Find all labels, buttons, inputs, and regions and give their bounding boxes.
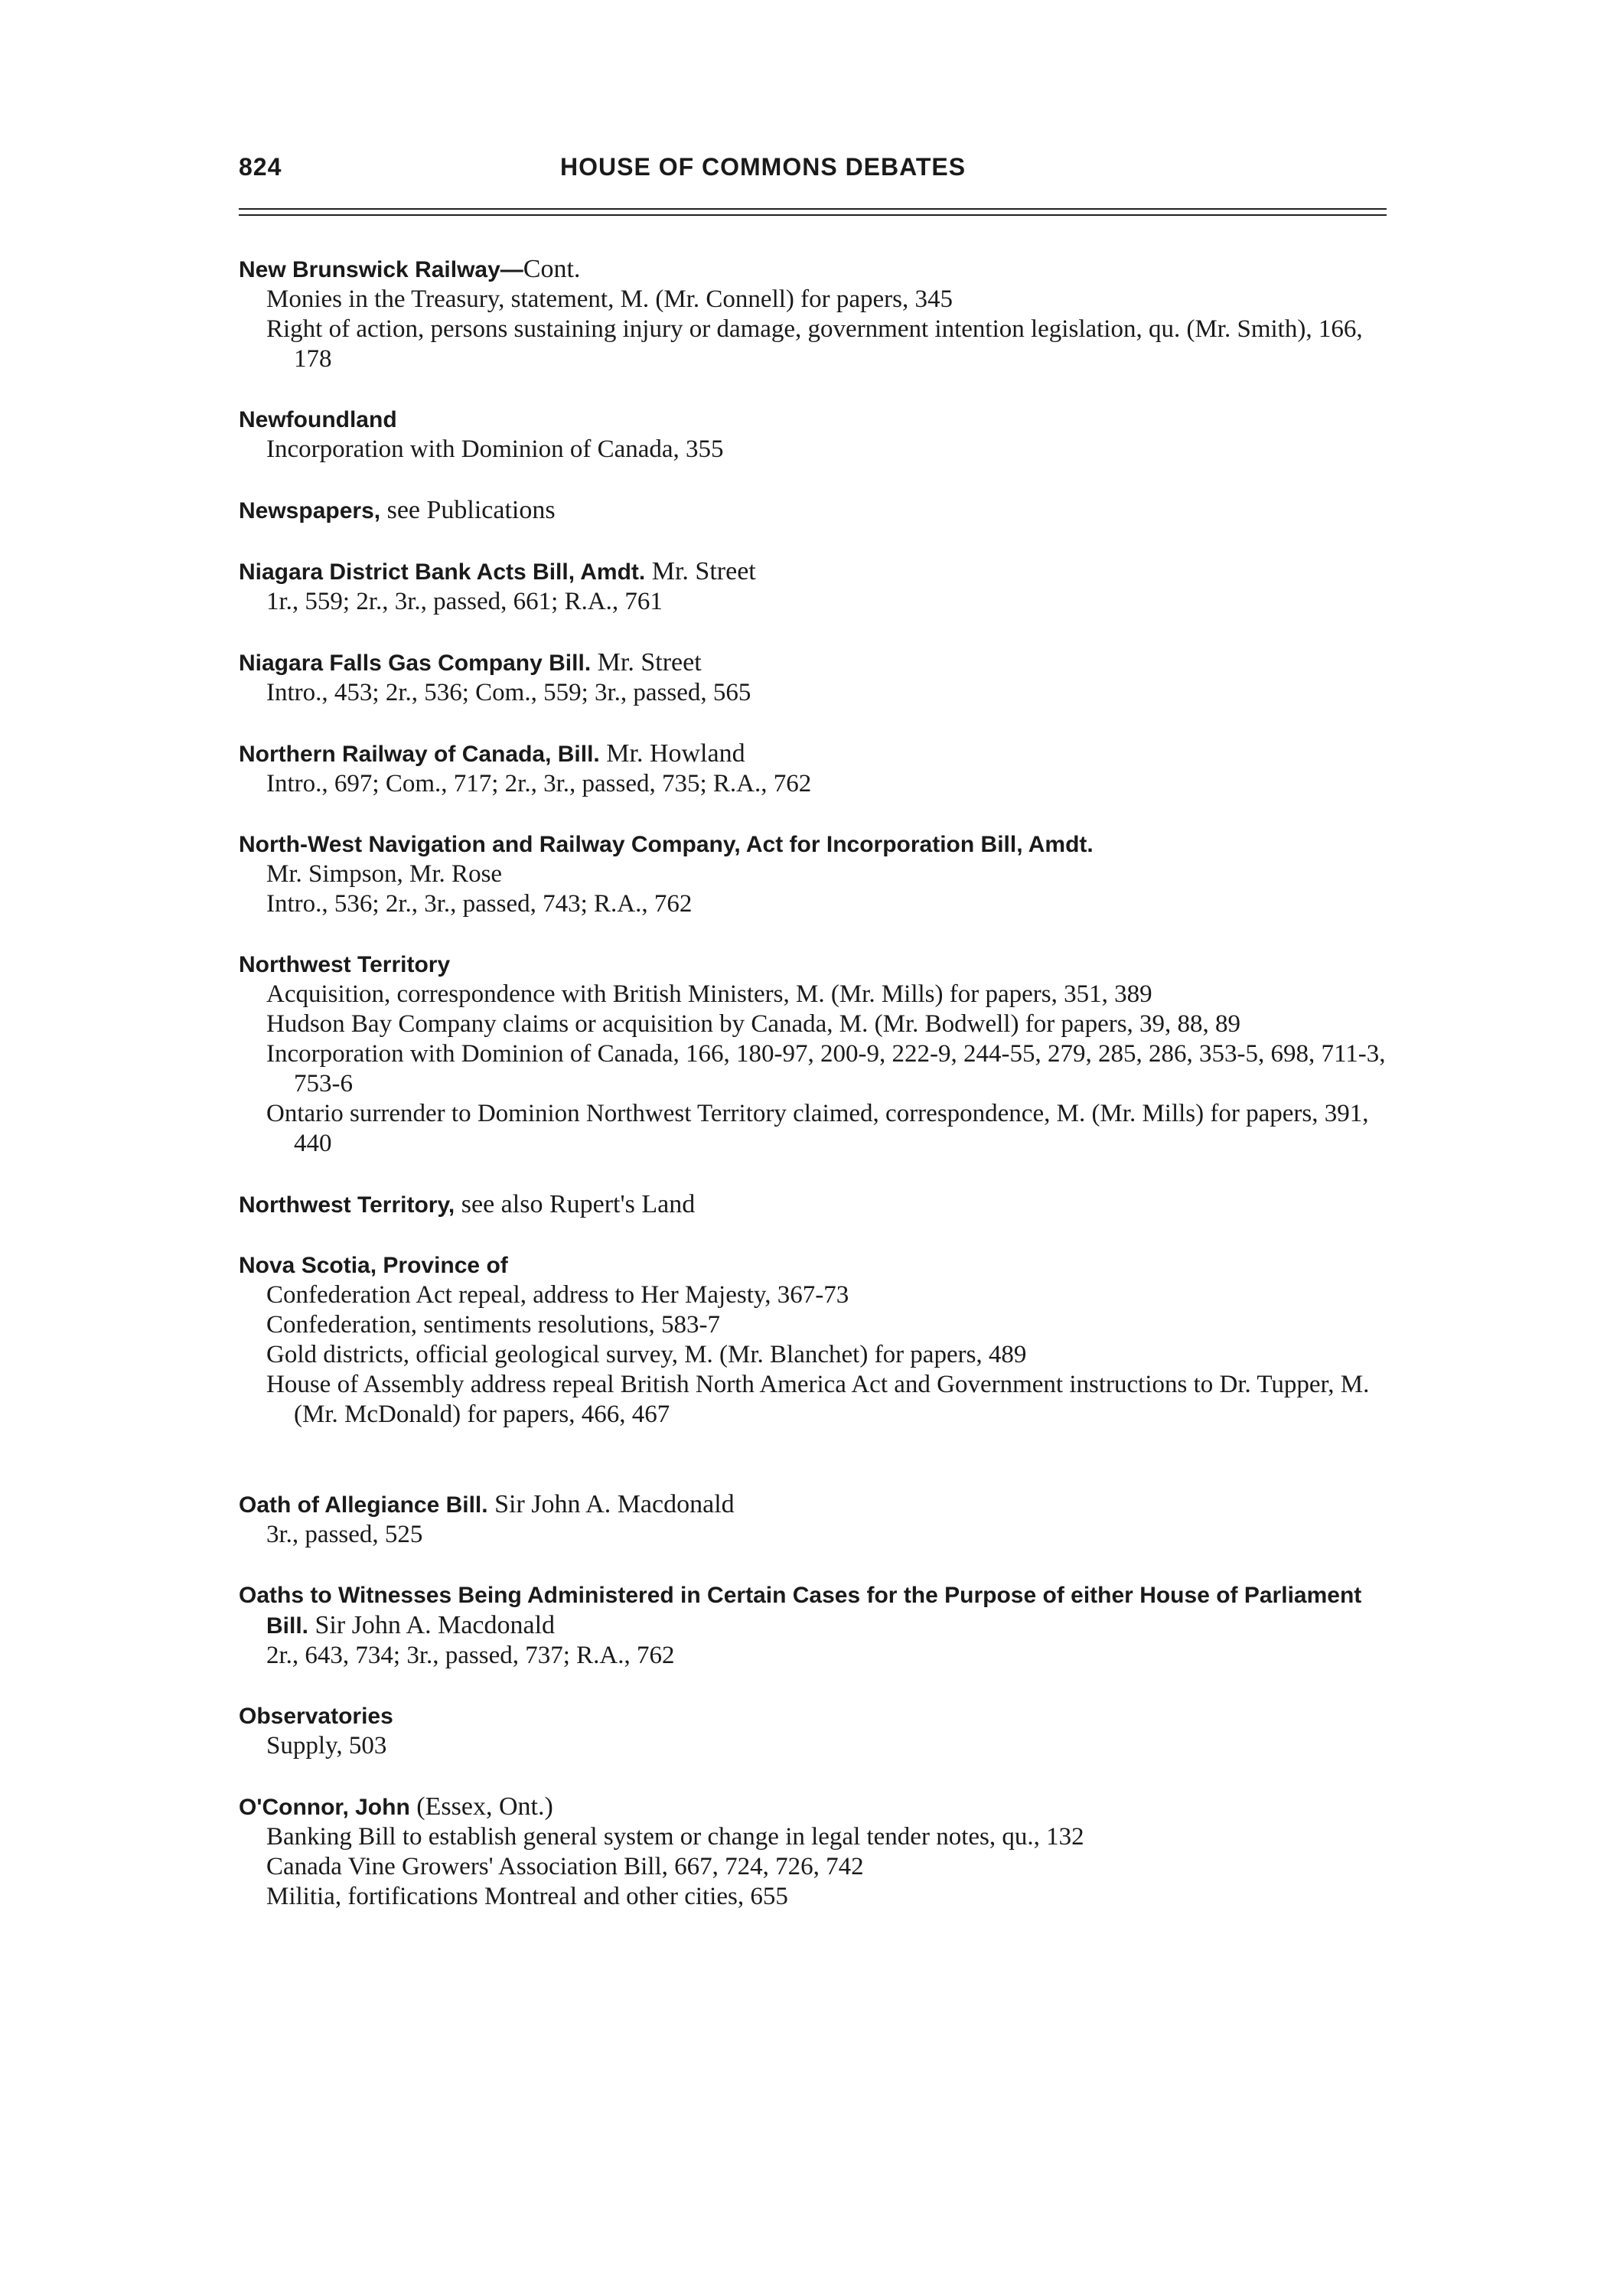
entry-heading [239, 254, 1390, 285]
entry-heading-plain: Mr. Street [591, 648, 702, 677]
entry-subentry: Confederation Act repeal, address to Her Majesty, 367-73 [266, 1281, 849, 1309]
entry-stage-line: 2r., 643, 734; 3r., passed, 737; R.A., 762 [266, 1642, 675, 1669]
header-rule-bottom [239, 214, 1387, 216]
index-entry [239, 1792, 1390, 1912]
index-entry [239, 405, 1390, 465]
entry-stage-line: Intro., 453; 2r., 536; Com., 559; 3r., passed, 565 [266, 679, 751, 706]
entry-heading [239, 556, 1390, 587]
entry-heading [239, 495, 1390, 526]
entry-heading [239, 1189, 1390, 1220]
entry-heading: Newfoundland [239, 407, 397, 432]
entry-heading: Northwest Territory [239, 952, 451, 977]
entry-stage-line: Intro., 697; Com., 717; 2r., 3r., passed, 735; R.A., 762 [266, 770, 812, 797]
entry-subentry: Militia, fortifications Montreal and other cities, 655 [266, 1883, 788, 1910]
index-entry [239, 254, 1390, 374]
entry-heading-plain: see also Rupert's Land [455, 1190, 696, 1218]
entry-subentry: Incorporation with Dominion of Canada, 355 [266, 435, 724, 463]
entry-subentry: Confederation, sentiments resolutions, 583-7 [266, 1311, 720, 1339]
entry-heading-plain: see Publications [380, 496, 556, 524]
index-entry [239, 556, 1390, 617]
entry-heading-plain: Mr. Street [645, 557, 756, 585]
entry-heading-bold: O'Connor, John [239, 1795, 410, 1820]
entry-heading-bold: New Brunswick Railway— [239, 257, 523, 282]
entry-heading-bold: Niagara District Bank Acts Bill, Amdt. [239, 559, 646, 585]
entry-heading-bold: Newspapers, [239, 498, 381, 523]
index-entry [239, 1251, 1390, 1430]
entry-stage-line: Intro., 536; 2r., 3r., passed, 743; R.A., 762 [266, 890, 693, 918]
entry-sponsor-line: Mr. Simpson, Mr. Rose [266, 860, 503, 888]
entry-subentry: Acquisition, correspondence with British Ministers, M. (Mr. Mills) for papers, 351, 389 [266, 980, 1152, 1008]
entry-heading-bold: Northwest Territory, [239, 1192, 455, 1218]
entry-heading-plain: Sir John A. Macdonald [308, 1611, 556, 1639]
entry-heading-bold: Niagara Falls Gas Company Bill. [239, 651, 592, 676]
entry-heading [239, 647, 1390, 678]
entry-heading-bold: Oaths to Witnesses Being Administered in Certain Cases for the Purpose of either House of Parliament Bill. [239, 1583, 1362, 1639]
index-entry [239, 495, 1390, 526]
running-title: HOUSE OF COMMONS DEBATES [560, 153, 966, 181]
entry-subentry: Ontario surrender to Dominion Northwest Territory claimed, correspondence, M. (Mr. Mills) for papers, 391, 440 [266, 1100, 1369, 1157]
entry-heading-plain: Cont. [523, 255, 581, 283]
entry-subentry: Right of action, persons sustaining injury or damage, government intention legislation, qu. (Mr. Smith), 166, 178 [266, 315, 1363, 373]
index-column [239, 254, 1390, 1942]
entry-subentry: Supply, 503 [266, 1732, 387, 1760]
index-entry [239, 739, 1390, 799]
entry-subentry: Hudson Bay Company claims or acquisition by Canada, M. (Mr. Bodwell) for papers, 39, 88, 89 [266, 1010, 1241, 1038]
entry-heading: Observatories [239, 1704, 393, 1729]
page-header [239, 153, 1387, 191]
entry-heading [239, 1580, 1390, 1641]
index-entry [239, 950, 1390, 1159]
entry-heading [239, 1489, 1390, 1520]
index-entry [239, 1580, 1390, 1671]
entry-heading [239, 739, 1390, 769]
index-entry [239, 647, 1390, 708]
entry-subentry: Incorporation with Dominion of Canada, 166, 180-97, 200-9, 222-9, 244-55, 279, 285, 286, 353-5, 698, 711-3, 753-6 [266, 1040, 1386, 1097]
entry-heading-bold: Northern Railway of Canada, Bill. [239, 742, 600, 767]
entry-subentry: Gold districts, official geological survey, M. (Mr. Blanchet) for papers, 489 [266, 1341, 1027, 1368]
page-number: 824 [239, 153, 282, 181]
index-entry [239, 1489, 1390, 1550]
entry-subentry: Banking Bill to establish general system or change in legal tender notes, qu., 132 [266, 1823, 1084, 1851]
entry-heading-plain: (Essex, Ont.) [409, 1792, 553, 1821]
header-rule-top [239, 208, 1387, 210]
entry-subentry: Canada Vine Growers' Association Bill, 667, 724, 726, 742 [266, 1853, 864, 1880]
index-entry [239, 830, 1390, 919]
entry-subentry: Monies in the Treasury, statement, M. (Mr. Connell) for papers, 345 [266, 285, 953, 313]
entry-heading-plain: Sir John A. Macdonald [487, 1490, 735, 1518]
entry-heading [239, 1792, 1390, 1822]
index-entry [239, 1701, 1390, 1761]
entry-subentry: House of Assembly address repeal British North America Act and Government instructions to Dr. Tupper, M. (Mr. McDonald) for papers, 466, 467 [266, 1371, 1370, 1428]
entry-stage-line: 3r., passed, 525 [266, 1521, 423, 1548]
entry-heading: Nova Scotia, Province of [239, 1253, 508, 1278]
entry-heading: North-West Navigation and Railway Company, Act for Incorporation Bill, Amdt. [239, 832, 1094, 857]
entry-stage-line: 1r., 559; 2r., 3r., passed, 661; R.A., 761 [266, 588, 663, 615]
entry-heading-plain: Mr. Howland [599, 739, 745, 768]
index-entry [239, 1189, 1390, 1220]
entry-heading-bold: Oath of Allegiance Bill. [239, 1492, 488, 1518]
